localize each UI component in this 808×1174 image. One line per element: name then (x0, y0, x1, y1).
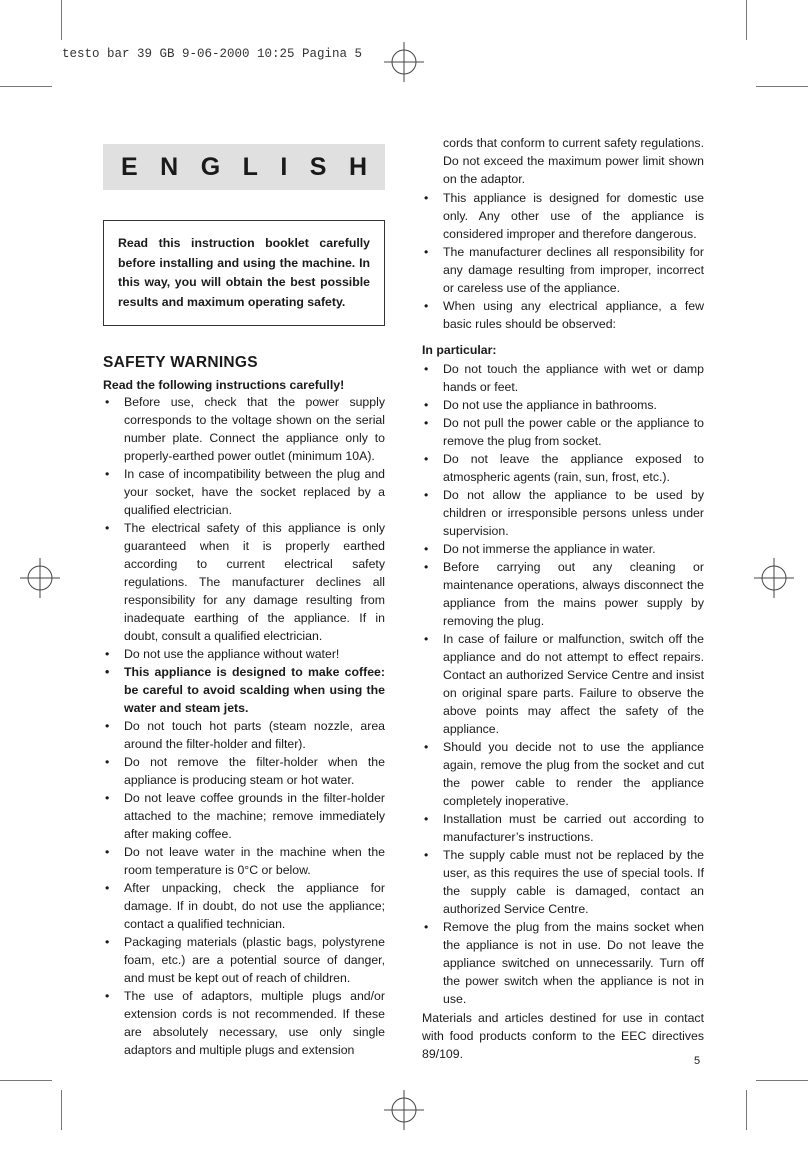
crop-mark-top-left-v (61, 0, 62, 40)
list-item: • Installation must be carried out according to manufacturer’s instructions. (422, 810, 704, 846)
title-letter: N (160, 152, 179, 181)
registration-mark-icon (384, 42, 424, 82)
list-item: • In case of failure or malfunction, switch off the appliance and do not attempt to effect repairs. Contact an authorized Service Centre and insist on original spare parts. Failure to observe the above points may affect the safety of the appliance. (422, 630, 704, 738)
list-item: • Packaging materials (plastic bags, polystyrene foam, etc.) are a potential source of danger, and must be kept out of reach of children. (103, 933, 385, 987)
crop-mark-top-left-h (0, 86, 52, 87)
continued-list-item: cords that conform to current safety regulations. Do not exceed the maximum power limit shown on the adaptor. (443, 136, 704, 186)
read-instructions-subheading: Read the following instructions carefully! (103, 378, 345, 392)
list-item: • Do not immerse the appliance in water. (422, 540, 704, 558)
crop-mark-bottom-right-v (746, 1090, 747, 1130)
particular-rules-list (422, 360, 704, 1008)
safety-warnings-heading: SAFETY WARNINGS (103, 354, 258, 371)
intro-notice: Read this instruction booklet carefully before installing and using the machine. In this way, you will obtain the best possible results and maximum operating safety. (103, 220, 385, 326)
list-item: • The use of adaptors, multiple plugs and/or extension cords is not recommended. If these are absolutely necessary, use only single adaptors and multiple plugs and extension (103, 987, 385, 1059)
list-item: • The manufacturer declines all responsibility for any damage resulting from improper, incorrect or careless use of the appliance. (422, 243, 704, 297)
title-letter: E (121, 152, 138, 181)
registration-mark-icon (754, 558, 794, 598)
title-letter: H (348, 152, 367, 181)
list-item: • Do not pull the power cable or the appliance to remove the plug from socket. (422, 414, 704, 450)
eec-directive-note: Materials and articles destined for use in contact with food products conform to the EEC directives 89/109. (422, 1011, 704, 1061)
list-item: • Do not use the appliance in bathrooms. (422, 396, 704, 414)
list-item: • Do not leave coffee grounds in the filter-holder attached to the machine; remove immediately after making coffee. (103, 789, 385, 843)
safety-warnings-list-continued (422, 189, 704, 333)
list-item: • Do not remove the filter-holder when the appliance is producing steam or hot water. (103, 753, 385, 789)
list-item: • This appliance is designed for domestic use only. Any other use of the appliance is considered improper and therefore dangerous. (422, 189, 704, 243)
list-item: • This appliance is designed to make coffee: be careful to avoid scalding when using the water and steam jets. (103, 663, 385, 717)
title-letter: G (200, 152, 221, 181)
title-letter: S (309, 152, 327, 181)
language-title-box (103, 144, 385, 190)
list-item: • Do not touch hot parts (steam nozzle, area around the filter-holder and filter). (103, 717, 385, 753)
crop-mark-bottom-left-h (0, 1080, 52, 1081)
list-item: • In case of incompatibility between the plug and your socket, have the socket replaced by a qualified electrician. (103, 465, 385, 519)
list-item: • Before carrying out any cleaning or maintenance operations, always disconnect the appliance from the mains power supply by removing the plug. (422, 558, 704, 630)
list-item: • Do not leave the appliance exposed to atmospheric agents (rain, sun, frost, etc.). (422, 450, 704, 486)
list-item: • The electrical safety of this appliance is only guaranteed when it is properly earthed according to current electrical safety regulations. The manufacturer declines all responsibility for any damage resulting from inadequate earthing of the appliance. If in doubt, consult a qualified electrician. (103, 519, 385, 645)
left-column (103, 120, 385, 1059)
in-particular-heading: In particular: (422, 343, 497, 357)
list-item: • When using any electrical appliance, a few basic rules should be observed: (422, 297, 704, 333)
crop-mark-top-right-v (746, 0, 747, 40)
list-item: • After unpacking, check the appliance for damage. If in doubt, do not use the appliance; contact a qualified technician. (103, 879, 385, 933)
registration-mark-icon (20, 558, 60, 598)
crop-mark-bottom-left-v (61, 1090, 62, 1130)
title-letter: L (242, 152, 258, 181)
title-letter: I (280, 152, 288, 181)
list-item: • Should you decide not to use the appliance again, remove the plug from the socket and cut the power cable to render the appliance completely inoperative. (422, 738, 704, 810)
safety-warnings-list (103, 393, 385, 1059)
list-item: • Remove the plug from the mains socket when the appliance is not in use. Do not leave the appliance switched on unnecessarily. Turn off the power switch when the appliance is not in use. (422, 918, 704, 1008)
page-number: 5 (694, 1055, 701, 1067)
list-item: • Do not leave water in the machine when the room temperature is 0°C or below. (103, 843, 385, 879)
registration-mark-icon (384, 1090, 424, 1130)
right-column (422, 120, 704, 1063)
list-item: • The supply cable must not be replaced by the user, as this requires the use of special tools. If the supply cable is damaged, contact an authorized Service Centre. (422, 846, 704, 918)
list-item: • Do not touch the appliance with wet or damp hands or feet. (422, 360, 704, 396)
crop-mark-top-right-h (756, 86, 808, 87)
list-item: • Before use, check that the power supply corresponds to the voltage shown on the serial number plate. Connect the appliance only to properly-earthed power outlet (minimum 10A). (103, 393, 385, 465)
print-slug: testo bar 39 GB 9-06-2000 10:25 Pagina 5 (62, 47, 363, 61)
crop-mark-bottom-right-h (756, 1080, 808, 1081)
list-item: • Do not allow the appliance to be used by children or irresponsible persons unless under supervision. (422, 486, 704, 540)
list-item: • Do not use the appliance without water! (103, 645, 385, 663)
